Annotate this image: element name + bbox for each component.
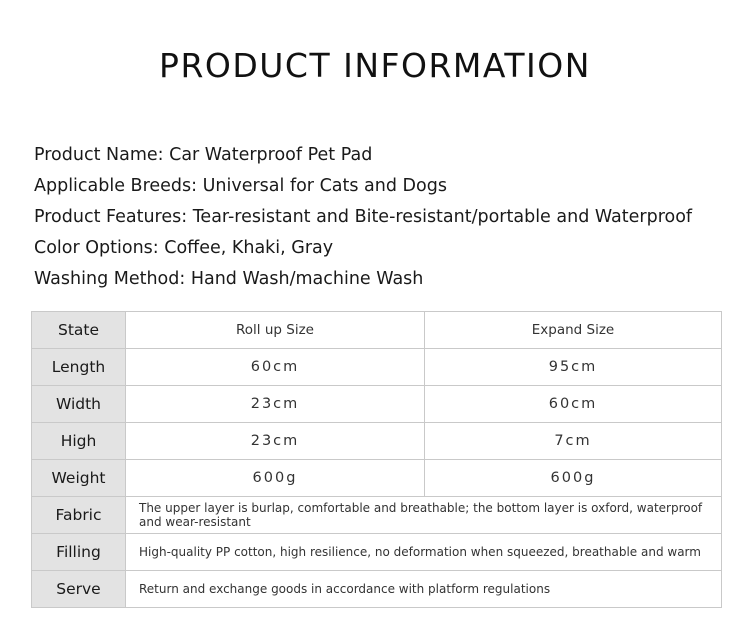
expand-value: 60cm xyxy=(425,386,722,423)
product-name: Product Name: Car Waterproof Pet Pad xyxy=(34,145,373,165)
table-row xyxy=(32,460,722,497)
roll-up-value: 23cm xyxy=(126,386,425,423)
detail-text: High-quality PP cotton, high resilience, no deformation when squeezed, breathable and warm xyxy=(126,534,722,571)
header-state: State xyxy=(32,312,126,349)
header-expand-size: Expand Size xyxy=(425,312,722,349)
roll-up-value: 60cm xyxy=(126,349,425,386)
washing-method: Washing Method: Hand Wash/machine Wash xyxy=(34,269,424,289)
row-label: Serve xyxy=(32,571,126,608)
table-row xyxy=(32,571,722,608)
row-label: Width xyxy=(32,386,126,423)
color-options: Color Options: Coffee, Khaki, Gray xyxy=(34,238,334,258)
page-title: PRODUCT INFORMATION xyxy=(159,46,591,85)
row-label: Weight xyxy=(32,460,126,497)
product-info-list xyxy=(34,142,692,297)
table-row xyxy=(32,349,722,386)
spec-table xyxy=(31,311,722,608)
table-row xyxy=(32,386,722,423)
detail-text: Return and exchange goods in accordance with platform regulations xyxy=(126,571,722,608)
table-row xyxy=(32,497,722,534)
applicable-breeds: Applicable Breeds: Universal for Cats and Dogs xyxy=(34,176,447,196)
row-label: Fabric xyxy=(32,497,126,534)
roll-up-value: 600g xyxy=(126,460,425,497)
row-label: Length xyxy=(32,349,126,386)
detail-text: The upper layer is burlap, comfortable and breathable; the bottom layer is oxford, waterproof and wear-resistant xyxy=(126,497,722,534)
header-roll-up-size: Roll up Size xyxy=(126,312,425,349)
table-row xyxy=(32,534,722,571)
expand-value: 7cm xyxy=(425,423,722,460)
row-label: High xyxy=(32,423,126,460)
product-features: Product Features: Tear-resistant and Bite-resistant/portable and Waterproof xyxy=(34,207,693,227)
expand-value: 95cm xyxy=(425,349,722,386)
roll-up-value: 23cm xyxy=(126,423,425,460)
table-row xyxy=(32,423,722,460)
row-label: Filling xyxy=(32,534,126,571)
table-header-row xyxy=(32,312,722,349)
expand-value: 600g xyxy=(425,460,722,497)
